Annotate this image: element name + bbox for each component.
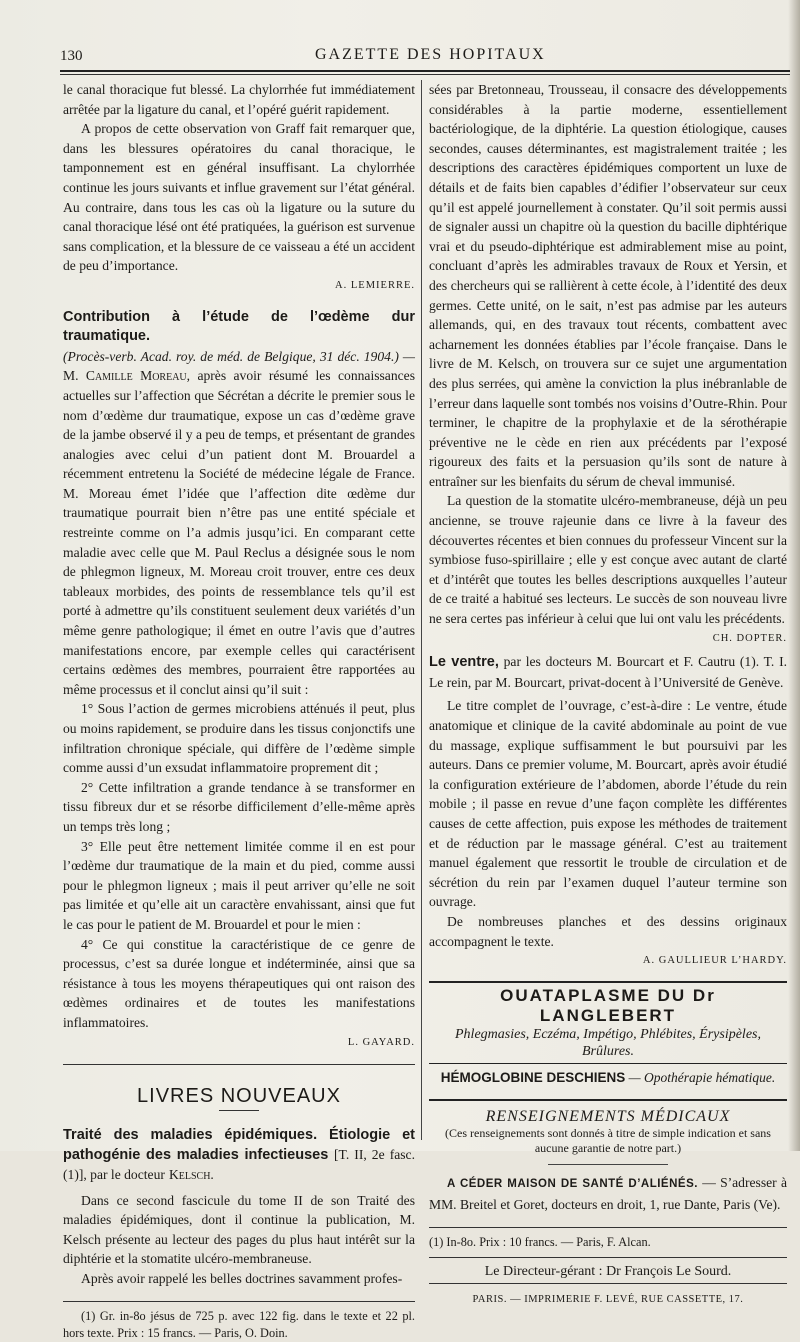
journal-title: GAZETTE DES HOPITAUX — [315, 46, 546, 63]
article-author: M. Camille Moreau, — [63, 368, 191, 384]
short-rule — [548, 1164, 668, 1165]
list-item: 2° Cette infiltration a grande tendance à se transformer en tissu fibreux dur et se résorbe difficilement d’elle-même après un temps très long ; — [63, 779, 415, 834]
paragraph: sées par Bretonneau, Trousseau, il consacre des développements considérables à la partie moderne, essentiellement bactériologique, de la diphtérie. La question étiologique, causes secondes, causes déterminantes, est magistralement traitée ; les descriptions des caractères épidémiques comportent un luxe de détails et de faits bien capables d’édifier l’observateur sur ceux qu’il est appelé journellement à constater. Qu’il soit permis aussi de signaler aussi un chapitre où la question du bacille diphtérique vrai et du pseudo-diphtérique est admirablement mise au point, concluant d’après les admirables travaux de Roux et Yersin, et des chercheurs qui se rallièrent à cette école, à l’identité des deux germes. Cette unité, on le sait, n’est pas admise par les auteurs allemands, qui, en des travaux tout récents, combattent avec acharnement les données établies par l’école française. Dans le livre de M. Kelsch, on trouvera sur ce sujet une argumentation des plus serrées, qui amène la conviction la plus inébranlable de l’erreur dans laquelle sont tombés nos voisins d’Outre-Rhin. Pour terminer, le chapitre de la prophylaxie et de la sérothérapie préventive ne le cède en rien aux précédents par l’exposé rigoureux des faits et la persuasion qu’ils sont de nature à entraîner sur les bienfaits du sérum de cheval immunisé. — [429, 82, 787, 489]
footnote: (1) Gr. in-8o jésus de 725 p. avec 122 fig. dans le texte et 22 pl. hors texte. Prix : 15 francs. — Paris, O. Doin. — [63, 1308, 415, 1340]
paragraph: La question de la stomatite ulcéro-membraneuse, déjà un peu ancienne, se trouve rajeunie dans ce livre à la faveur des découvertes récentes et bien connues du professeur Vincent sur la symbiose fuso-spirillaire ; elle y est conçue avec autant de clarté et d’intérêt que toutes les belles descriptions auxquelles l’auteur de ce traité a habitué ses lecteurs. Le succès de son nouveau livre ne sera certes pas inférieur à celui que lui ont valu les précédents. — [429, 493, 787, 627]
renseignements-title: RENSEIGNEMENTS MÉDICAUX — [485, 1107, 731, 1125]
page-number: 130 — [60, 48, 83, 64]
header-rule-thin — [60, 74, 790, 75]
paragraph: après avoir résumé les connaissances actuelles sur l’affection que Sécrétan a décrite le premier sous le nom d’œdème dur traumatique, expose un cas d’œdème grave de la jambe observé il y a peu de temps, et présentant de grandes analogies avec celui d’un patient dont M. Brouardel a récemment entretenu la Société de médecine légale de France. M. Moreau émet l’idée que l’affection dite œdème dur traumatique pourrait bien n’être pas une entité spéciale et restreinte comme on l’a admis jusqu’ici. En comparant cette maladie avec celle que M. Paul Reclus a désignée sous le nom de phlegmon ligneux, M. Moreau croit trouver, entre ces deux tableaux morbides, des points de ressemblance tels qu’il est porté à admettre qu’ils constituent seulement deux variétés d’un même genre pathologique; il émet en outre l’avis que d’autres manifestations encore, par exemple celles qui caractérisent certains œdèmes des membres, pourraient être rapportées au même processus et il conclut ainsi qu’il suit : — [63, 368, 415, 697]
author-signature: A. LEMIERRE. — [335, 279, 415, 291]
advert-ouataplasme-subtitle: Phlegmasies, Eczéma, Impétigo, Phlébites, Érysipèles, Brûlures. — [455, 1026, 761, 1059]
list-item: 1° Sous l’action de germes microbiens atténués il peut, plus ou moins rapidement, se produire dans les tissus conjonctifs une infiltration chronique spéciale, qui diffère de l’œdème simple comme aussi d’un exsudat inflammatoire proprement dit ; — [63, 701, 415, 776]
list-item: 4° Ce qui constitue la caractéristique de ce genre de processus, c’est sa durée longue et indéterminée, ainsi que sa résistance à tous les moyens thérapeutiques qui ont raison des œdèmes ordinaires et de toutes les manifestations inflammatoires. — [63, 936, 415, 1030]
right-column — [429, 80, 787, 1310]
advert-hemoglobine — [429, 1067, 787, 1089]
director-line: Le Directeur-gérant : Dr François Le Sourd. — [484, 1263, 732, 1279]
paragraph: Le titre complet de l’ouvrage, c’est-à-dire : Le ventre, étude anatomique et clinique de la cavité abdominale au point de vue du massage, explique suffisamment le but poursuivi par les auteurs. Dans ce premier volume, M. Bourcart, après avoir étudié la configuration extérieure de l’abdomen, aborde l’étude du rein mobile ; il passe en revue d’une façon complète les différentes causes de cette affection, puis expose les méthodes de traitement et de réduction par le massage général. C’est au traitement manuel également que ressortit le trouble de circulation et de sécrétion du rein par l’examen duquel l’auteur termine son ouvrage. — [429, 698, 787, 910]
footnote-rule — [63, 1301, 415, 1302]
book-meta: par les docteurs M. Bourcart et F. Cautru (1). T. I. Le rein, par M. Bourcart, privat-docent à l’Université de Genève. — [429, 654, 788, 690]
paragraph: De nombreuses planches et des dessins originaux accompagnent le texte. — [429, 913, 787, 949]
author-signature: A. GAULLIEUR L’HARDY. — [642, 955, 787, 967]
header-rule — [60, 70, 790, 72]
section-rule — [63, 1064, 415, 1065]
classified-text: — S’adresser à MM. Breitel et Goret, docteurs en droit, 1, rue Dante, Paris (Ve). — [429, 1175, 787, 1212]
left-column — [63, 80, 415, 1342]
advert-ouataplasme: OUATAPLASME DU Dr LANGLEBERT — [500, 985, 716, 1025]
renseignements-note: (Ces renseignements sont donnés à titre de simple indication et sans aucune garantie de notre part.) — [445, 1126, 771, 1156]
section-title: LIVRES NOUVEAUX — [137, 1085, 341, 1108]
book-author: Kelsch. — [168, 1166, 214, 1182]
page-header — [60, 46, 790, 70]
book-meta: [T. II, 2e fasc. (1)], par le docteur — [63, 1146, 415, 1182]
section-title-underline — [219, 1110, 259, 1111]
advert-hemoglobine-text: — Opothérapie hématique. — [628, 1069, 776, 1085]
author-signature: CH. DOPTER. — [712, 632, 787, 644]
column-divider — [421, 80, 422, 1140]
advert-rule — [429, 1063, 787, 1064]
footer-rule — [429, 1257, 787, 1258]
paragraph: Dans ce second fascicule du tome II de son Traité des maladies épidémiques, dont il continue la publication, M. Kelsch présente au lecteur des pages du plus haut intérêt sur la diphtérie et la stomatite ulcéro-membraneuse. — [63, 1192, 415, 1267]
list-item: 3° Elle peut être nettement limitée comme il en est pour l’œdème dur traumatique de la main et du pied, comme aussi pour le phlegmon ligneux ; mais il peut arriver qu’elle ne soit pas limitée et qu’elle ait un caractère envahissant, ainsi que fut le cas pour le patient de M. Brouardel et pour le mien : — [63, 838, 415, 932]
advert-rule — [429, 981, 787, 983]
article-title: Contribution à l’étude de l’œdème dur traumatique. — [63, 308, 415, 345]
footnote: (1) In-8o. Prix : 10 francs. — Paris, F. Alcan. — [429, 1234, 651, 1249]
classified-heading: A CÉDER MAISON DE SANTÉ D’ALIÉNÉS. — [447, 1178, 698, 1191]
book-title: Traité des maladies épidémiques. Étiologie et pathogénie des maladies infectieuses — [63, 1126, 415, 1163]
footnote-rule — [429, 1227, 787, 1228]
author-signature: L. GAYARD. — [347, 1036, 415, 1048]
paragraph: le canal thoracique fut blessé. La chylorrhée fut immédiatement arrêtée par la ligature du canal, et l’opéré guérit rapidement. — [63, 82, 415, 117]
advert-hemoglobine-name: HÉMOGLOBINE DESCHIENS — [440, 1069, 626, 1085]
article-source: (Procès-verb. Acad. roy. de méd. de Belgique, 31 déc. 1904.) — — [63, 348, 415, 364]
page-edge-shadow — [788, 0, 800, 1151]
book-title: Le ventre, — [429, 654, 499, 671]
paragraph: A propos de cette observation von Graff fait remarquer que, dans les blessures opératoires du canal thoracique, le tamponnement est en général insuffisant. La chylorrhée continue les jours suivants et influe gravement sur l’état général. Au contraire, dans tous les cas où la ligature ou la suture du canal thoracique lésé ont été pratiquées, la guérison est survenue sans complication, et la blessure de ce vaisseau a été un accident de peu d’importance. — [63, 121, 415, 274]
footer-rule — [429, 1283, 787, 1284]
advert-rule — [429, 1099, 787, 1101]
paragraph: Après avoir rappelé les belles doctrines savamment profes- — [81, 1271, 403, 1287]
printer-line: PARIS. — IMPRIMERIE F. LEVÉ, RUE CASSETTE, 17. — [472, 1294, 744, 1306]
